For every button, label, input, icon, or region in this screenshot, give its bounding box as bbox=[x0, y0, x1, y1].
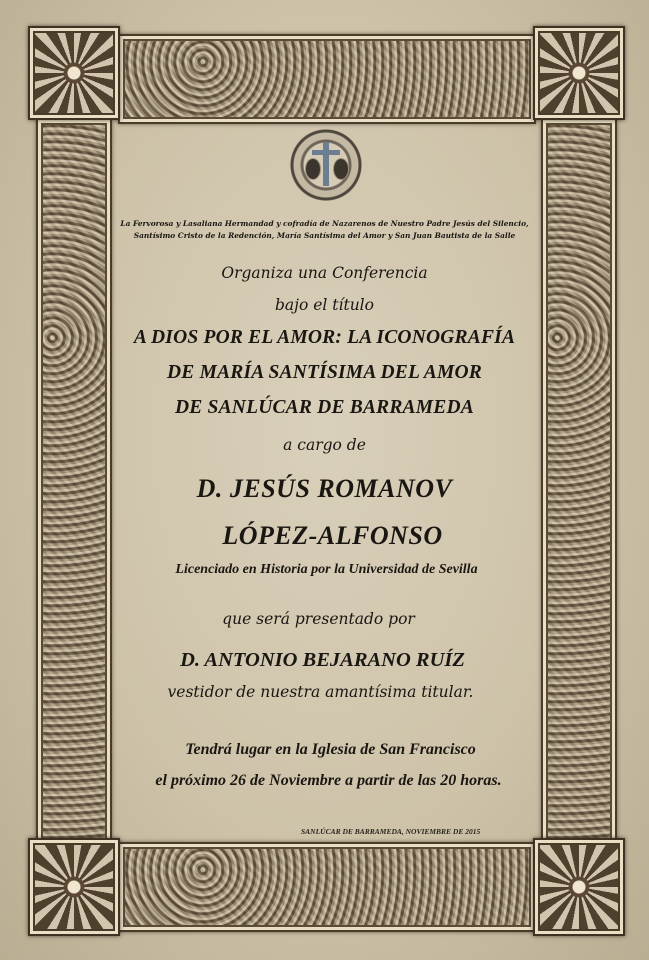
frame-corner-top-left bbox=[28, 26, 120, 120]
header-line-2: Santísimo Cristo de la Redención, María Santísima del Amor y San Juan Bautista de la Salle bbox=[133, 231, 516, 240]
frame-corner-bottom-right bbox=[533, 838, 625, 936]
frame-corner-top-right bbox=[533, 26, 625, 120]
intro-line-2: bajo el título bbox=[275, 296, 374, 314]
frame-top bbox=[118, 34, 536, 124]
presenter-name: D. ANTONIO BEJARANO RUÍZ bbox=[180, 649, 465, 671]
conference-title-line-3: DE SANLÚCAR DE BARRAMEDA bbox=[174, 397, 474, 418]
frame-bottom bbox=[118, 842, 536, 932]
event-datetime: el próximo 26 de Noviembre a partir de las 20 horas. bbox=[155, 772, 502, 789]
conference-title-line-1: A DIOS POR EL AMOR: LA ICONOGRAFÍA bbox=[133, 327, 516, 348]
intro-line-1: Organiza una Conferencia bbox=[221, 264, 428, 282]
speaker-credential: Licenciado en Historia por la Universidad de Sevilla bbox=[175, 562, 478, 577]
place-and-date: SANLÚCAR DE BARRAMEDA, NOVIEMBRE DE 2015 bbox=[301, 827, 481, 836]
speaker-name-line-2: LÓPEZ-ALFONSO bbox=[222, 521, 443, 550]
event-location: Tendrá lugar en la Iglesia de San Francisco bbox=[185, 741, 476, 758]
speaker-name-line-1: D. JESÚS ROMANOV bbox=[196, 474, 453, 503]
presenter-role: vestidor de nuestra amantísima titular. bbox=[167, 683, 474, 701]
brotherhood-crest-icon bbox=[289, 128, 363, 202]
frame-corner-bottom-left bbox=[28, 838, 120, 936]
header-line-1: La Fervorosa y Lasaliana Hermandad y cofradía de Nazarenos de Nuestro Padre Jesús del Silencio, bbox=[120, 219, 529, 228]
presented-by: que será presentado por bbox=[222, 610, 415, 628]
conference-title-line-2: DE MARÍA SANTÍSIMA DEL AMOR bbox=[167, 362, 482, 383]
a-cargo-de: a cargo de bbox=[283, 436, 366, 454]
